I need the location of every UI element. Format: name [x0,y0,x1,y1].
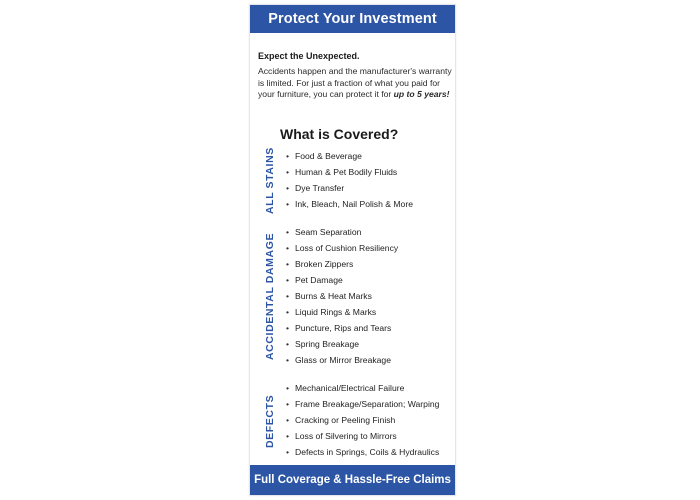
intro-emphasis: up to 5 years! [393,89,450,100]
covered-title: What is Covered? [280,126,399,142]
list-item: • Seam Separation [286,224,456,240]
footer-text: Full Coverage & Hassle-Free Claims [254,474,451,486]
intro-body [258,66,454,101]
list-item: • Broken Zippers [286,256,456,272]
list-item: • Defects in Springs, Coils & Hydraulics [286,444,456,460]
intro-block [258,51,454,101]
section-items-all-stains [286,148,456,212]
brochure-card [249,4,456,496]
list-item: • Pet Damage [286,272,456,288]
list-item: • Dye Transfer [286,180,456,196]
section-items-defects [286,380,456,460]
list-item: • Loss of Cushion Resiliency [286,240,456,256]
list-item: • Mechanical/Electrical Failure [286,380,456,396]
header-banner [250,5,455,33]
footer-banner [250,465,455,495]
section-label-defects: DEFECTS [264,394,276,448]
list-item: • Ink, Bleach, Nail Polish & More [286,196,456,212]
section-defects [250,380,455,464]
header-title: Protect Your Investment [268,11,437,27]
list-item: • Liquid Rings & Marks [286,304,456,320]
list-item: • Human & Pet Bodily Fluids [286,164,456,180]
section-all-stains [250,148,455,216]
list-item: • Loss of Silvering to Mirrors [286,428,456,444]
list-item: • Burns & Heat Marks [286,288,456,304]
intro-heading: Expect the Unexpected. [258,51,360,61]
list-item: • Puncture, Rips and Tears [286,320,456,336]
section-items-accidental-damage [286,224,456,368]
section-label-accidental-damage: ACCIDENTAL DAMAGE [264,232,276,360]
list-item: • Spring Breakage [286,336,456,352]
list-item: • Cracking or Peeling Finish [286,412,456,428]
intro-body-text: Accidents happen and the manufacturer's warranty is limited. For just a fraction of what you paid for your furniture, you can protect it for [258,66,452,100]
list-item: • Glass or Mirror Breakage [286,352,456,368]
section-label-all-stains: ALL STAINS [264,147,276,214]
section-accidental-damage [250,224,455,372]
list-item: • Frame Breakage/Separation; Warping [286,396,456,412]
list-item: • Food & Beverage [286,148,456,164]
